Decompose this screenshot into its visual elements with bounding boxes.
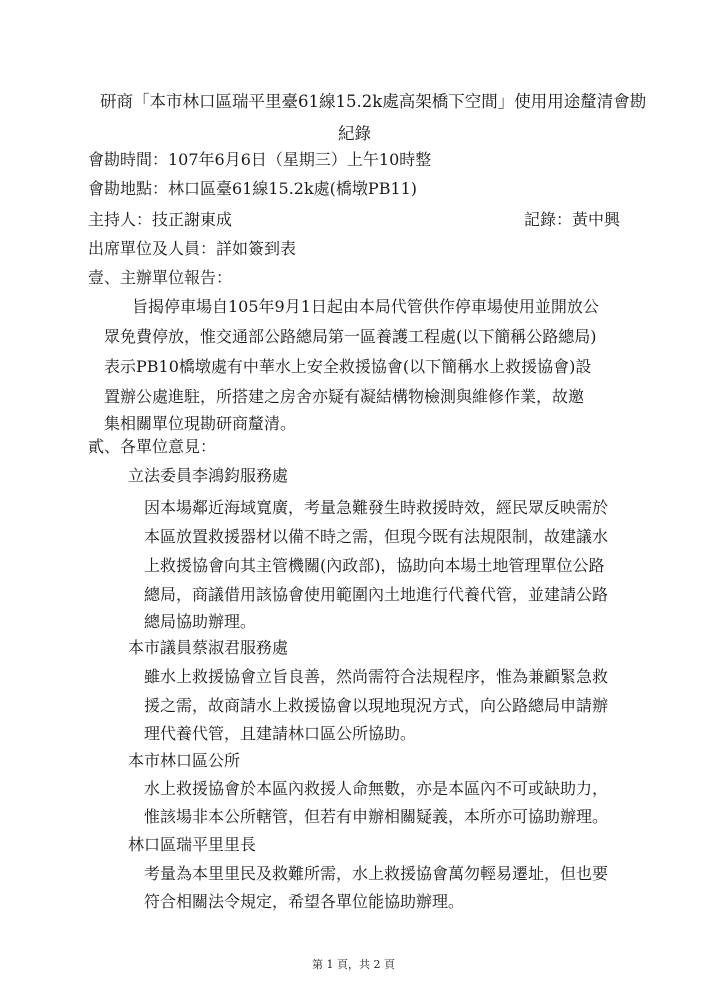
unit-opinion-line: 本區放置救援器材以備不時之需，但現今既有法規限制，故建議水 bbox=[144, 527, 609, 546]
section-1-paragraph-line: 眾免費停放，惟交通部公路總局第一區養護工程處(以下簡稱公路總局) bbox=[104, 327, 597, 346]
page-number: 第 1 頁，共 2 頁 bbox=[312, 958, 395, 971]
unit-name: 林口區瑞平里里長 bbox=[128, 835, 257, 854]
unit-opinion-line: 理代養代管，且建請林口區公所協助。 bbox=[144, 724, 417, 743]
unit-name: 本市林口區公所 bbox=[128, 751, 241, 770]
section-1-heading: 壹、主辦單位報告： bbox=[88, 268, 233, 287]
document-title-line-1: 研商「本市林口區瑞平里臺61線15.2k處高架橋下空間」使用用途釐清會勘 bbox=[100, 92, 647, 111]
unit-opinion-line: 符合相關法令規定，希望各單位能協助辦理。 bbox=[144, 892, 465, 911]
host: 主持人：技正謝東成 bbox=[88, 210, 233, 229]
section-1-paragraph-line: 表示PB10橋墩處有中華水上安全救援協會(以下簡稱水上救援協會)設 bbox=[104, 357, 592, 376]
meeting-place: 會勘地點：林口區臺61線15.2k處(橋墩PB11) bbox=[88, 179, 418, 198]
section-1-paragraph-line: 旨揭停車場自105年9月1日起由本局代管供作停車場使用並開放公 bbox=[132, 297, 599, 316]
meeting-time: 會勘時間：107年6月6日（星期三）上午10時整 bbox=[88, 150, 432, 169]
section-1-paragraph-line: 集相關單位現勘研商釐清。 bbox=[104, 414, 297, 433]
section-1-paragraph-line: 置辦公處進駐，所搭建之房舍亦疑有凝結構物檢測與維修作業，故邀 bbox=[104, 387, 585, 406]
unit-opinion-line: 考量為本里里民及救難所需，水上救援協會萬勿輕易遷址，但也要 bbox=[144, 864, 609, 883]
unit-opinion-line: 惟該場非本公所轄管，但若有申辦相關疑義，本所亦可協助辦理。 bbox=[144, 807, 609, 826]
unit-opinion-line: 因本場鄰近海域寬廣，考量急難發生時救援時效，經民眾反映需於 bbox=[144, 498, 609, 517]
unit-name: 本市議員蔡淑君服務處 bbox=[128, 638, 289, 657]
section-2-heading: 貳、各單位意見： bbox=[88, 437, 217, 456]
unit-opinion-line: 上救援協會向其主管機關(內政部)，協助向本場土地管理單位公路 bbox=[144, 556, 605, 575]
unit-name: 立法委員李鴻鈞服務處 bbox=[128, 466, 289, 485]
recorder: 記錄：黃中興 bbox=[524, 210, 621, 229]
unit-opinion-line: 總局，商議借用該協會使用範圍內土地進行代養代管，並建請公路 bbox=[144, 585, 609, 604]
unit-opinion-line: 援之需，故商請水上救援協會以現地現況方式，向公路總局申請辦 bbox=[144, 696, 609, 715]
attendees: 出席單位及人員：詳如簽到表 bbox=[88, 239, 297, 258]
document-title-line-2: 紀錄 bbox=[338, 124, 371, 143]
unit-opinion-line: 雖水上救援協會立旨良善，然尚需符合法規程序，惟為兼顧緊急救 bbox=[144, 667, 609, 686]
unit-opinion-line: 總局協助辦理。 bbox=[144, 612, 257, 631]
unit-opinion-line: 水上救援協會於本區內救援人命無數，亦是本區內不可或缺助力， bbox=[144, 779, 609, 798]
